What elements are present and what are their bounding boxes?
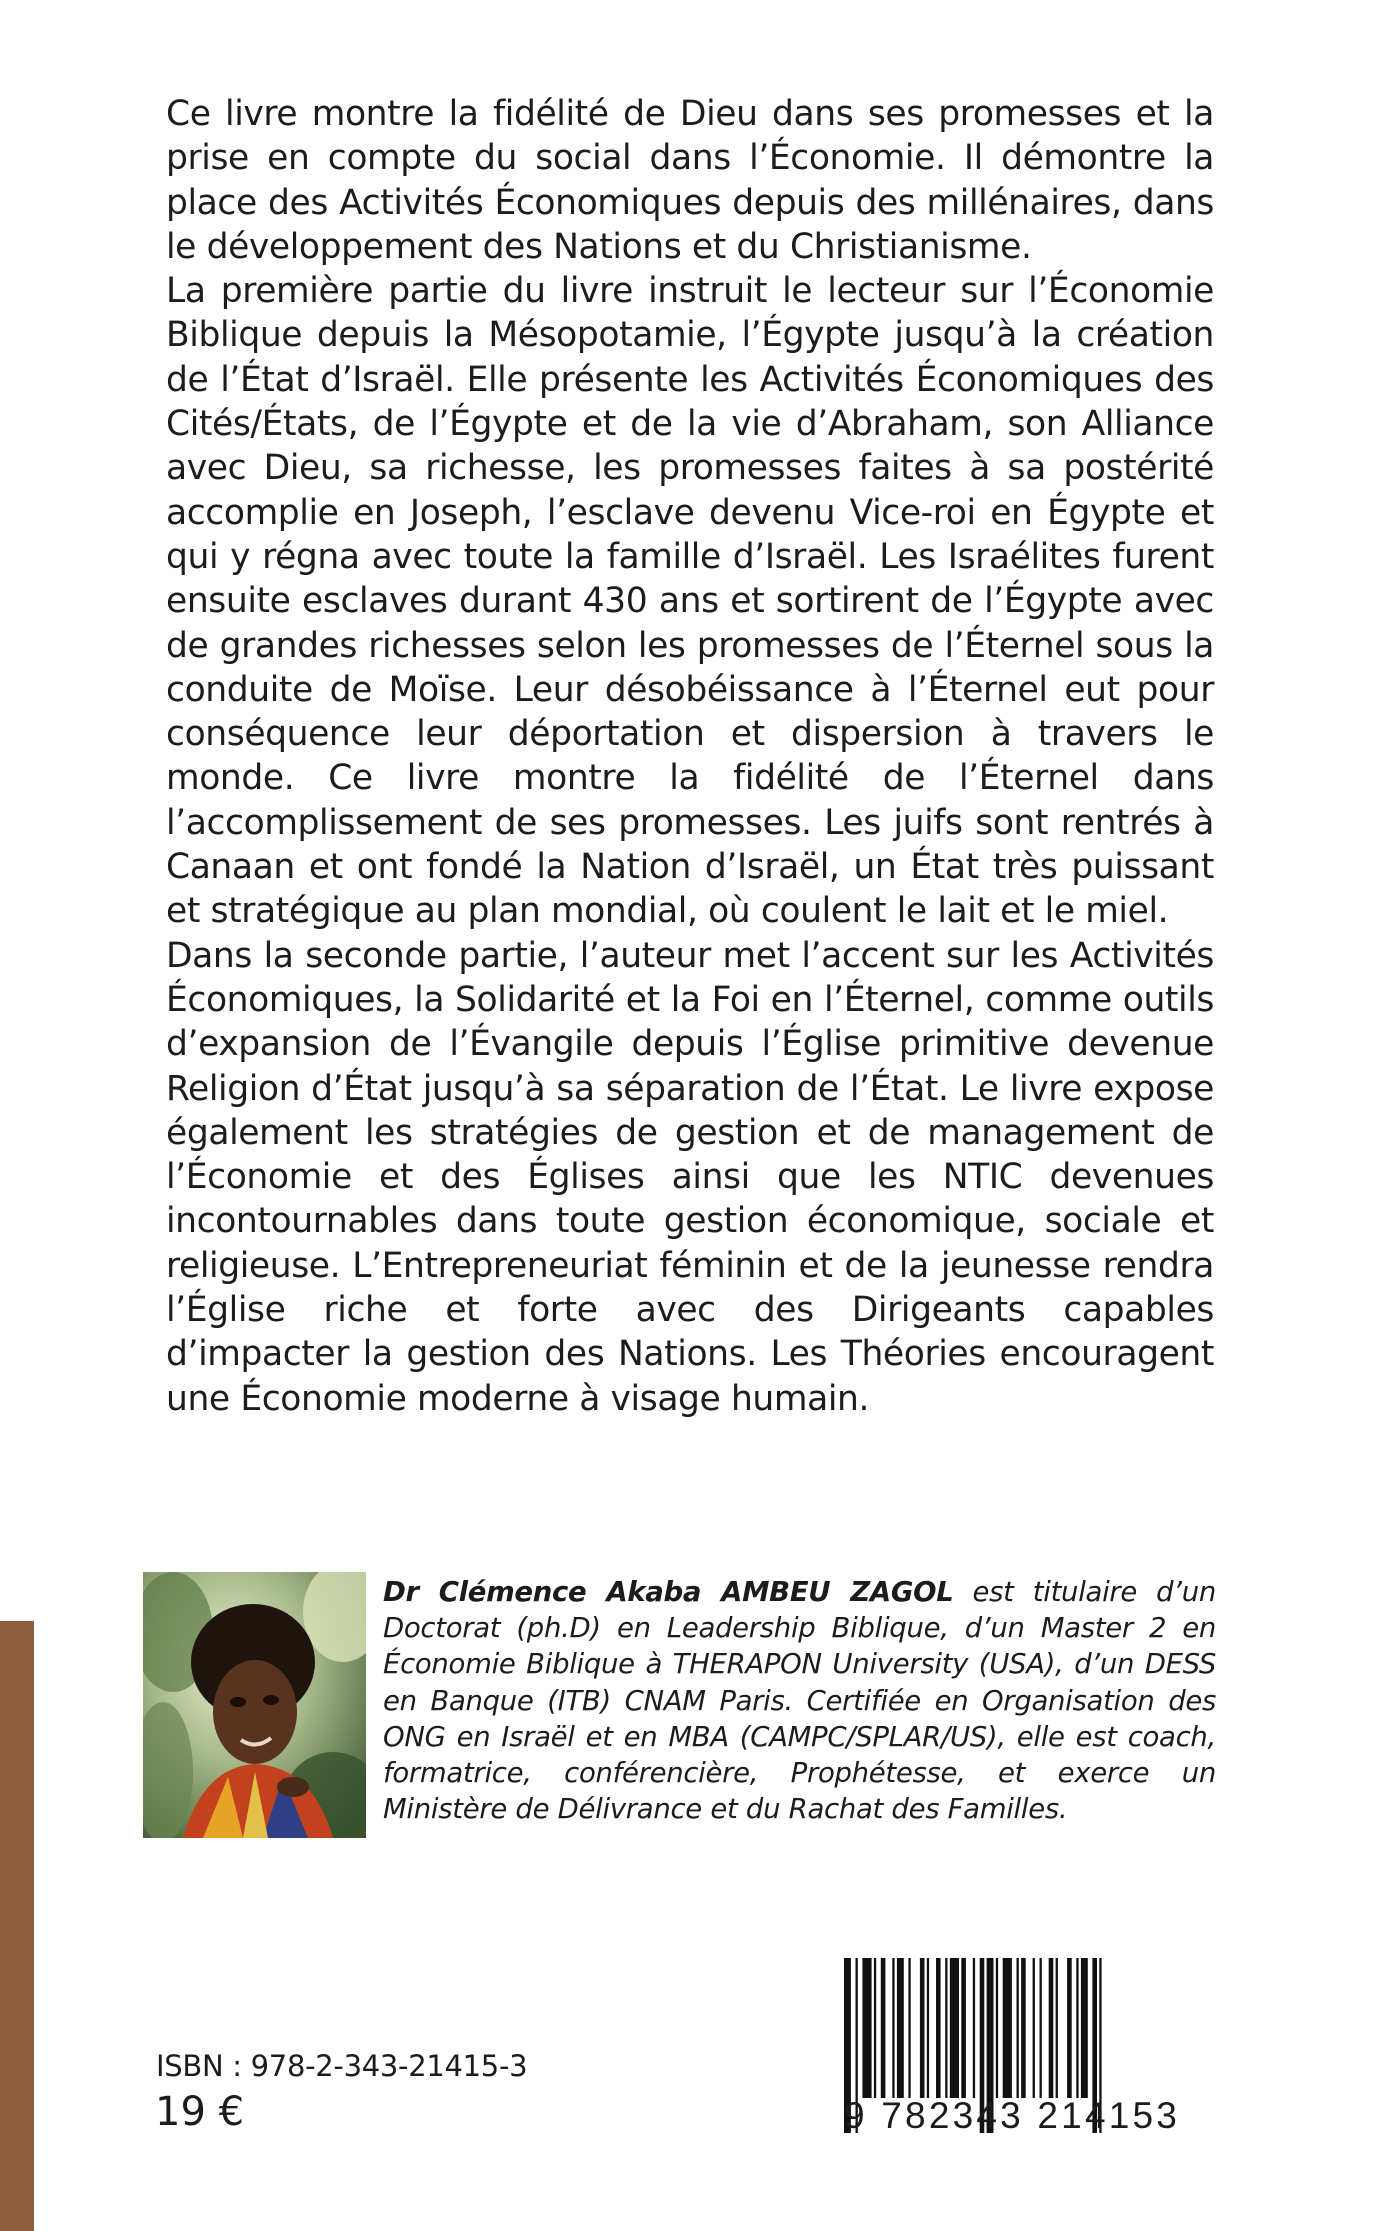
barcode-bar <box>862 1958 871 2098</box>
barcode-bar <box>961 1958 966 2098</box>
barcode-bar <box>936 1958 941 2098</box>
back-cover-blurb <box>166 92 1214 1421</box>
author-portrait-image <box>143 1572 366 1838</box>
barcode-bar <box>1081 1958 1088 2098</box>
barcode-bar <box>881 1958 886 2098</box>
barcode-bar <box>897 1958 904 2098</box>
barcode-bar <box>1076 1958 1078 2098</box>
barcode-bar <box>1056 1958 1058 2098</box>
barcode-bar <box>945 1958 947 2098</box>
barcode-bar <box>1040 1958 1042 2098</box>
blurb-paragraph-intro: Ce livre montre la fidélité de Dieu dans ses promesses et la prise en compte du social dans l’Économie. Il démontre la place des Activités Économiques depuis des millénaires, dans le développement des Nations et du Christianisme. <box>166 94 1214 267</box>
barcode-bar <box>950 1958 959 2098</box>
barcode-bar <box>1021 1958 1026 2098</box>
author-bio <box>383 1574 1216 1827</box>
barcode-bar <box>908 1958 910 2098</box>
barcode-bar <box>973 1958 975 2098</box>
blurb-paragraph-first-part: La première partie du livre instruit le lecteur sur l’Économie Biblique depuis la Mésopotamie, l’Égypte jusqu’à la création de l’État d’Israël. Elle présente les Activités Économiques des Cités/États, de l’Égypte et de la vie d’Abraham, son Alliance avec Dieu, sa richesse, les promesses faites à sa postérité accomplie en Joseph, l’esclave devenu Vice-roi en Égypte et qui y régna avec toute la famille d’Israël. Les Israélites furent ensuite esclaves durant 430 ans et sortirent de l’Égypte avec de grandes richesses selon les promesses de l’Éternel sous la conduite de Moïse. Leur désobéissance à l’Éternel eut pour conséquence leur déportation et dispersion à travers le monde. Ce livre montre la fidélité de l’Éternel dans l’accomplissement de ses promesses. Les juifs sont rentrés à Canaan et ont fondé la Nation d’Israël, un État très puissant et stratégique au plan mondial, où coulent le lait et le miel. <box>166 271 1214 932</box>
author-name: Dr Clémence Akaba AMBEU ZAGOL <box>383 1576 954 1608</box>
barcode-bar <box>1033 1958 1035 2098</box>
barcode-bar <box>927 1958 929 2098</box>
barcode-digits: 9 782343 214153 <box>844 2095 1181 2136</box>
blurb-paragraph-second-part: Dans la seconde partie, l’auteur met l’accent sur les Activités Économiques, la Solidarité et la Foi en l’Éternel, comme outils d’expansion de l’Évangile depuis l’Église primitive devenue Religion d’État jusqu’à sa séparation de l’État. Le livre expose également les stratégies de gestion et de management de l’Économie et des Églises ainsi que les NTIC devenues incontournables dans toute gestion économique, sociale et religieuse. L’Entrepreneuriat féminin et de la jeunesse rendra l’Église riche et forte avec des Dirigeants capables d’impacter la gestion des Nations. Les Théories encouragent une Économie moderne à visage humain. <box>166 935 1214 1419</box>
barcode-bar <box>1017 1958 1019 2098</box>
author-photo <box>143 1572 366 1838</box>
barcode-bar <box>1049 1958 1054 2098</box>
barcode-bar <box>1067 1958 1072 2098</box>
price-label: 19 € <box>155 2089 245 2135</box>
barcode-bar <box>874 1958 876 2098</box>
author-bio-text: est titulaire d’un Doctorat (ph.D) en Leadership Biblique, d’un Master 2 en Économie Biblique à THERAPON University (USA), d’un DESS en Banque (ITB) CNAM Paris. Certifiée en Organisation des ONG en Israël et en MBA (CAMPC/SPLAR/US), elle est coach, formatrice, conférencière, Prophétesse, et exerce un Ministère de Délivrance et du Rachat des Familles. <box>383 1576 1216 1826</box>
isbn-label: ISBN : 978-2-343-21415-3 <box>156 2049 528 2083</box>
spine-strip <box>0 1621 34 2231</box>
barcode-bar <box>920 1958 925 2098</box>
barcode-bar <box>1003 1958 1012 2098</box>
barcode-bar <box>996 1958 998 2098</box>
barcode-bar <box>892 1958 894 2098</box>
